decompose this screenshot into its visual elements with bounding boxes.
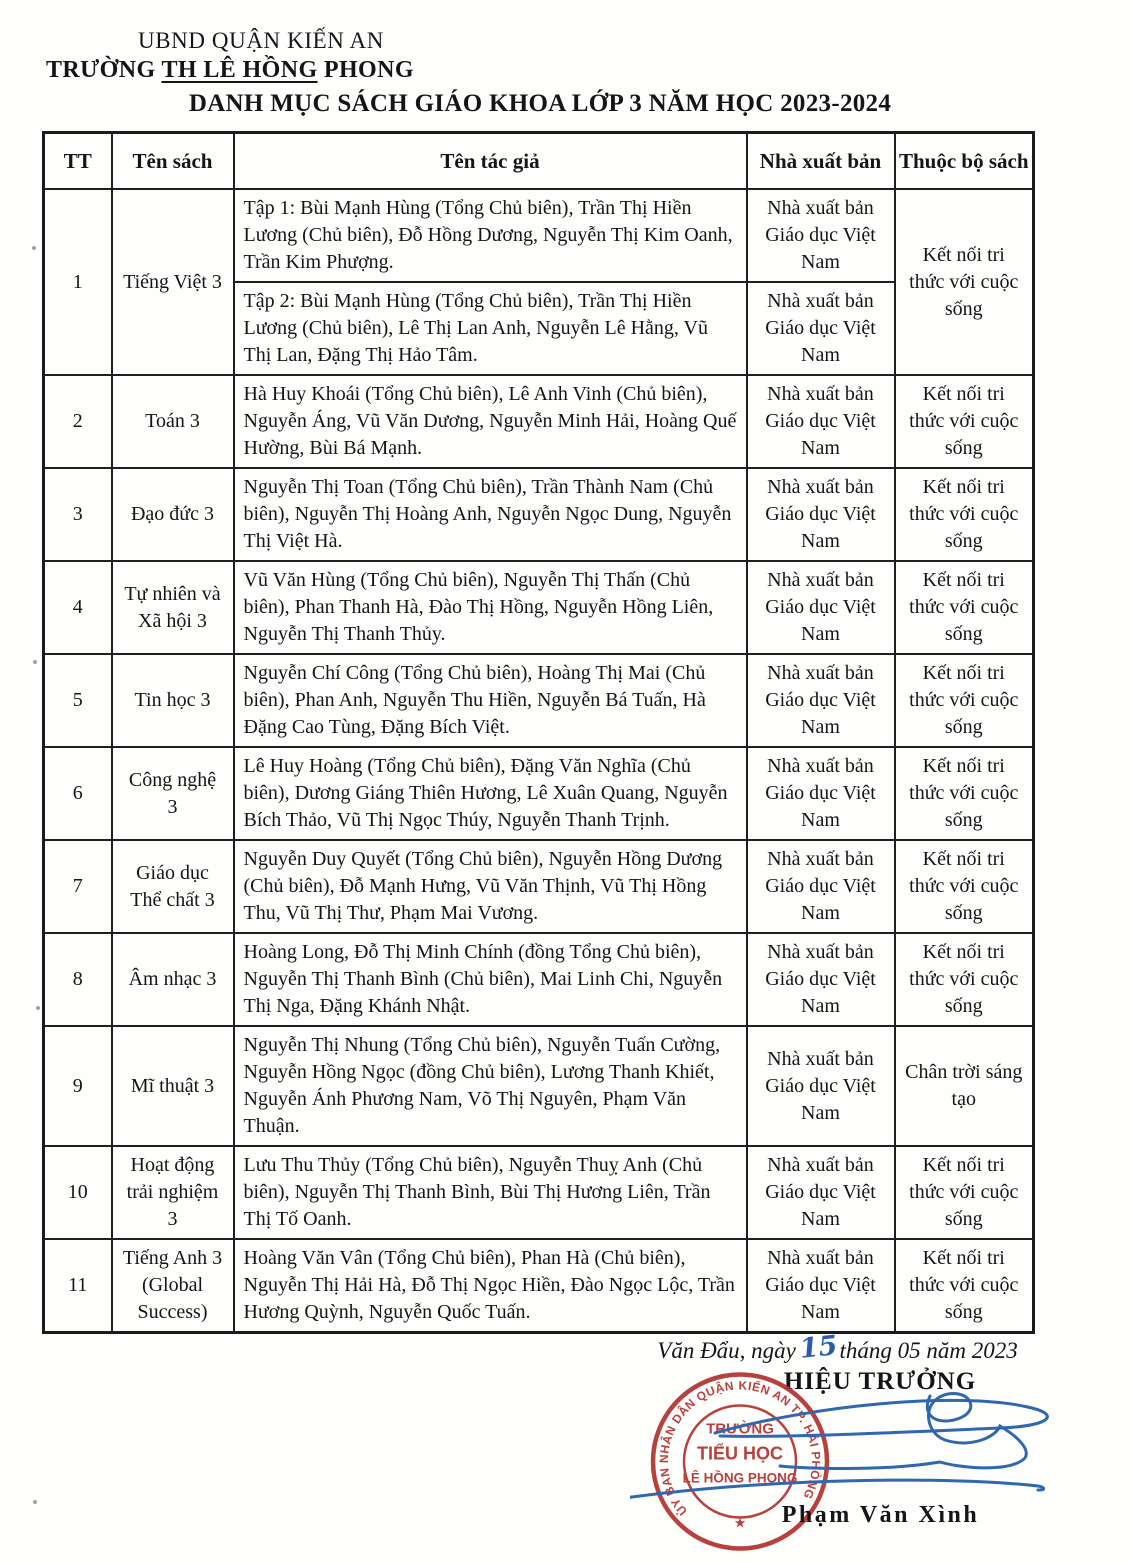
- series-cell: Kết nối tri thức với cuộc sống: [895, 933, 1034, 1026]
- book-title-cell: Giáo dục Thể chất 3: [112, 840, 234, 933]
- table-row: [44, 747, 1034, 840]
- tt-cell: 4: [44, 561, 112, 654]
- publisher-cell: Nhà xuất bản Giáo dục Việt Nam: [747, 747, 895, 840]
- book-title-cell: Âm nhạc 3: [112, 933, 234, 1026]
- scan-artifact-dot: [33, 1500, 37, 1504]
- authors-cell: Nguyễn Thị Toan (Tổng Chủ biên), Trần Thành Nam (Chủ biên), Nguyễn Thị Hoàng Anh, Nguyễn Ngọc Dung, Nguyễn Thị Việt Hà.: [234, 468, 747, 561]
- book-title-cell: Tiếng Việt 3: [112, 189, 234, 375]
- table-header-row: [44, 133, 1034, 190]
- series-cell: Kết nối tri thức với cuộc sống: [895, 375, 1034, 468]
- authors-cell: Nguyễn Thị Nhung (Tổng Chủ biên), Nguyễn Tuấn Cường, Nguyễn Hồng Ngọc (đồng Chủ biên), Lương Thanh Khiết, Nguyễn Ánh Phương Nam, Võ Thị Nguyên, Phạm Văn Thuận.: [234, 1026, 747, 1146]
- authors-cell: Nguyễn Duy Quyết (Tổng Chủ biên), Nguyễn Hồng Dương (Chủ biên), Đỗ Mạnh Hưng, Vũ Văn Thịnh, Vũ Thị Hồng Thu, Vũ Thị Thư, Phạm Mai Vương.: [234, 840, 747, 933]
- tt-cell: 7: [44, 840, 112, 933]
- publisher-cell: Nhà xuất bản Giáo dục Việt Nam: [747, 282, 895, 375]
- book-title-cell: Đạo đức 3: [112, 468, 234, 561]
- tt-cell: 10: [44, 1146, 112, 1239]
- book-title-cell: Tự nhiên và Xã hội 3: [112, 561, 234, 654]
- table-row: [44, 654, 1034, 747]
- col-header-authors: Tên tác giả: [234, 133, 747, 190]
- publisher-cell: Nhà xuất bản Giáo dục Việt Nam: [747, 840, 895, 933]
- date-place-prefix: Văn Đẩu, ngày: [657, 1338, 796, 1363]
- authors-cell: Hoàng Văn Vân (Tổng Chủ biên), Phan Hà (Chủ biên), Nguyễn Thị Hải Hà, Đỗ Thị Ngọc Hiền, Đào Ngọc Lộc, Trần Hương Quỳnh, Nguyễn Quốc Tuấn.: [234, 1239, 747, 1333]
- book-title-cell: Mĩ thuật 3: [112, 1026, 234, 1146]
- col-header-publisher: Nhà xuất bản: [747, 133, 895, 190]
- publisher-cell: Nhà xuất bản Giáo dục Việt Nam: [747, 933, 895, 1026]
- org-name-prefix: TRƯỜNG: [46, 57, 162, 83]
- table-row: [44, 561, 1034, 654]
- table-row: [44, 1026, 1034, 1146]
- authors-cell: Lưu Thu Thủy (Tổng Chủ biên), Nguyễn Thuỵ Anh (Chủ biên), Nguyễn Thị Thanh Bình, Bùi Thị Hương Liên, Trần Thị Tố Oanh.: [234, 1146, 747, 1239]
- signer-name: Phạm Văn Xình: [781, 1502, 980, 1528]
- col-header-tt: TT: [44, 133, 112, 190]
- publisher-cell: Nhà xuất bản Giáo dục Việt Nam: [747, 375, 895, 468]
- table-row: [44, 189, 1034, 282]
- scan-artifact-dot: [33, 660, 37, 664]
- series-cell: Kết nối tri thức với cuộc sống: [895, 561, 1034, 654]
- tt-cell: 6: [44, 747, 112, 840]
- stamp-arc-text: ỦY BAN NHÂN DÂN QUẬN KIẾN AN TP. HẢI PHÒNG: [656, 1378, 824, 1519]
- book-title-cell: Công nghệ 3: [112, 747, 234, 840]
- tt-cell: 5: [44, 654, 112, 747]
- stamp-center-line2: TIỂU HỌC: [696, 1443, 784, 1464]
- signature-scribble: [630, 1378, 1110, 1510]
- col-header-series: Thuộc bộ sách: [895, 133, 1034, 190]
- book-title-cell: Hoạt động trải nghiệm 3: [112, 1146, 234, 1239]
- table-row: [44, 840, 1034, 933]
- series-cell: Kết nối tri thức với cuộc sống: [895, 747, 1034, 840]
- series-cell: Kết nối tri thức với cuộc sống: [895, 189, 1034, 375]
- authors-cell: Tập 1: Bùi Mạnh Hùng (Tổng Chủ biên), Trần Thị Hiền Lương (Chủ biên), Đỗ Hồng Dương, Nguyễn Thị Kim Oanh, Trần Kim Phượng.: [234, 189, 747, 282]
- tt-cell: 3: [44, 468, 112, 561]
- scan-artifact-dot: [36, 1006, 40, 1010]
- tt-cell: 8: [44, 933, 112, 1026]
- publisher-cell: Nhà xuất bản Giáo dục Việt Nam: [747, 1146, 895, 1239]
- tt-cell: 11: [44, 1239, 112, 1333]
- authors-cell: Vũ Văn Hùng (Tổng Chủ biên), Nguyễn Thị Thấn (Chủ biên), Phan Thanh Hà, Đào Thị Hồng, Nguyễn Hồng Liên, Nguyễn Thị Thanh Thủy.: [234, 561, 747, 654]
- table-row: [44, 468, 1034, 561]
- series-cell: Kết nối tri thức với cuộc sống: [895, 840, 1034, 933]
- signature-baseline: [630, 1480, 1044, 1498]
- publisher-cell: Nhà xuất bản Giáo dục Việt Nam: [747, 1026, 895, 1146]
- table-row: [44, 375, 1034, 468]
- publisher-cell: Nhà xuất bản Giáo dục Việt Nam: [747, 561, 895, 654]
- handwritten-day: 15: [798, 1330, 839, 1365]
- tt-cell: 2: [44, 375, 112, 468]
- series-cell: Kết nối tri thức với cuộc sống: [895, 1146, 1034, 1239]
- tt-cell: 1: [44, 189, 112, 375]
- table-row: [44, 1239, 1034, 1333]
- publisher-cell: Nhà xuất bản Giáo dục Việt Nam: [747, 1239, 895, 1333]
- document-title: DANH MỤC SÁCH GIÁO KHOA LỚP 3 NĂM HỌC 2023-2024: [188, 90, 892, 117]
- stamp-center-line3: LÊ HỒNG PHONG: [682, 1470, 798, 1486]
- table-row: [44, 933, 1034, 1026]
- publisher-cell: Nhà xuất bản Giáo dục Việt Nam: [747, 189, 895, 282]
- col-header-book-title: Tên sách: [112, 133, 234, 190]
- authors-cell: Hoàng Long, Đỗ Thị Minh Chính (đồng Tổng Chủ biên), Nguyễn Thị Thanh Bình (Chủ biên), Mai Linh Chi, Nguyễn Thị Nga, Đặng Khánh Nhật.: [234, 933, 747, 1026]
- publisher-cell: Nhà xuất bản Giáo dục Việt Nam: [747, 654, 895, 747]
- series-cell: Kết nối tri thức với cuộc sống: [895, 654, 1034, 747]
- series-cell: Chân trời sáng tạo: [895, 1026, 1034, 1146]
- date-suffix: tháng 05 năm 2023: [839, 1338, 1018, 1363]
- table-row: [44, 1146, 1034, 1239]
- authors-cell: Tập 2: Bùi Mạnh Hùng (Tổng Chủ biên), Trần Thị Hiền Lương (Chủ biên), Lê Thị Lan Anh, Nguyễn Lê Hằng, Vũ Thị Lan, Đặng Thị Hảo Tâm.: [234, 282, 747, 375]
- series-cell: Kết nối tri thức với cuộc sống: [895, 1239, 1034, 1333]
- scan-artifact-dot: [32, 246, 36, 250]
- authors-cell: Nguyễn Chí Công (Tổng Chủ biên), Hoàng Thị Mai (Chủ biên), Phan Anh, Nguyễn Thu Hiền, Nguyễn Bá Tuấn, Hà Đặng Cao Tùng, Đặng Bích Việt.: [234, 654, 747, 747]
- tt-cell: 9: [44, 1026, 112, 1146]
- authors-cell: Hà Huy Khoái (Tổng Chủ biên), Lê Anh Vinh (Chủ biên), Nguyễn Áng, Vũ Văn Dương, Nguyễn Minh Hải, Hoàng Quế Hường, Bùi Bá Mạnh.: [234, 375, 747, 468]
- book-title-cell: Tin học 3: [112, 654, 234, 747]
- org-name-suffix: PHONG: [317, 57, 414, 83]
- authors-cell: Lê Huy Hoàng (Tổng Chủ biên), Đặng Văn Nghĩa (Chủ biên), Dương Giáng Thiên Hương, Lê Xuân Quang, Nguyễn Bích Thảo, Vũ Thị Ngọc Thúy, Nguyễn Thanh Trịnh.: [234, 747, 747, 840]
- book-title-cell: Toán 3: [112, 375, 234, 468]
- series-cell: Kết nối tri thức với cuộc sống: [895, 468, 1034, 561]
- books-table-body: [44, 189, 1034, 1333]
- org-name-line1: UBND QUẬN KIẾN AN: [138, 28, 384, 53]
- org-name-underlined: TH LÊ HỒNG: [161, 57, 318, 83]
- position-title: HIỆU TRƯỞNG: [783, 1368, 977, 1395]
- publisher-cell: Nhà xuất bản Giáo dục Việt Nam: [747, 468, 895, 561]
- textbook-table: [42, 131, 1035, 1334]
- stamp-center-line1: TRƯỜNG: [706, 1420, 774, 1438]
- org-name-line2: [46, 57, 414, 84]
- stamp-star-icon: ★: [733, 1514, 747, 1531]
- book-title-cell: Tiếng Anh 3 (Global Success): [112, 1239, 234, 1333]
